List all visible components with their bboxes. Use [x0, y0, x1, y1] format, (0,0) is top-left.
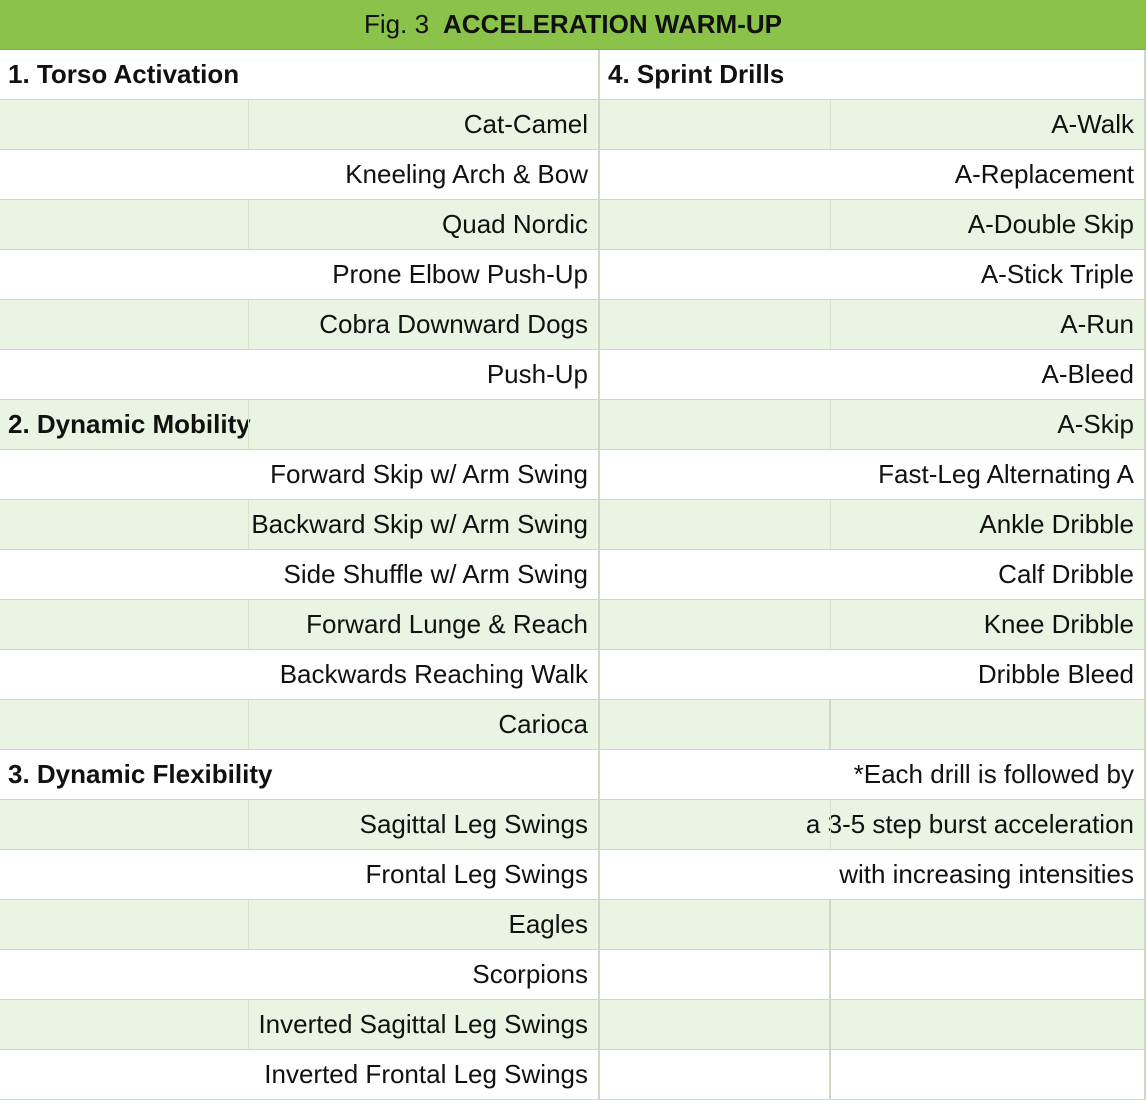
drill-cell: Calf Dribble — [600, 550, 1146, 599]
table-row — [0, 1000, 1146, 1050]
exercise-cell: Kneeling Arch & Bow — [0, 150, 600, 199]
drill-cell: with increasing intensities — [600, 850, 1146, 899]
section-header: 2. Dynamic Mobility — [0, 400, 600, 449]
table-row — [0, 700, 1146, 750]
table-row — [0, 400, 1146, 450]
table-row — [0, 100, 1146, 150]
table-row — [0, 250, 1146, 300]
exercise-cell: Forward Lunge & Reach — [0, 600, 600, 649]
table-row — [0, 200, 1146, 250]
table-row — [0, 150, 1146, 200]
drill-cell: Dribble Bleed — [600, 650, 1146, 699]
drill-cell: Knee Dribble — [600, 600, 1146, 649]
warmup-table — [0, 50, 1146, 1100]
empty-cell — [600, 900, 831, 949]
figure-title: ACCELERATION WARM-UP — [443, 9, 782, 39]
table-row — [0, 600, 1146, 650]
exercise-cell: Backward Skip w/ Arm Swing — [0, 500, 600, 549]
drill-cell: Ankle Dribble — [600, 500, 1146, 549]
exercise-cell: Side Shuffle w/ Arm Swing — [0, 550, 600, 599]
drill-cell: A-Stick Triple — [600, 250, 1146, 299]
figure-title-bar — [0, 0, 1146, 50]
empty-cell — [831, 1050, 1146, 1099]
drill-cell: *Each drill is followed by — [600, 750, 1146, 799]
table-row — [0, 1050, 1146, 1100]
table-row — [0, 900, 1146, 950]
table-row — [0, 950, 1146, 1000]
drill-cell: A-Run — [600, 300, 1146, 349]
empty-cell — [831, 1000, 1146, 1049]
table-row — [0, 750, 1146, 800]
table-row — [0, 550, 1146, 600]
exercise-cell: Eagles — [0, 900, 600, 949]
section-header: 1. Torso Activation — [0, 50, 600, 99]
table-row — [0, 650, 1146, 700]
table-row — [0, 300, 1146, 350]
exercise-cell: Push-Up — [0, 350, 600, 399]
drill-cell: A-Walk — [600, 100, 1146, 149]
exercise-cell: Scorpions — [0, 950, 600, 999]
exercise-cell: Inverted Frontal Leg Swings — [0, 1050, 600, 1099]
section-header: 4. Sprint Drills — [600, 50, 1146, 99]
table-row — [0, 850, 1146, 900]
drill-cell: A-Bleed — [600, 350, 1146, 399]
empty-cell — [600, 1000, 831, 1049]
drill-cell: A-Double Skip — [600, 200, 1146, 249]
empty-cell — [600, 1050, 831, 1099]
exercise-cell: Cat-Camel — [0, 100, 600, 149]
table-row — [0, 50, 1146, 100]
table-row — [0, 350, 1146, 400]
exercise-cell: Frontal Leg Swings — [0, 850, 600, 899]
section-header: 3. Dynamic Flexibility — [0, 750, 600, 799]
empty-cell — [831, 700, 1146, 749]
drill-cell: a 3-5 step burst acceleration — [600, 800, 1146, 849]
exercise-cell: Inverted Sagittal Leg Swings — [0, 1000, 600, 1049]
figure-number: Fig. 3 — [364, 9, 430, 39]
exercise-cell: Cobra Downward Dogs — [0, 300, 600, 349]
table-row — [0, 450, 1146, 500]
empty-cell — [831, 950, 1146, 999]
empty-cell — [831, 900, 1146, 949]
exercise-cell: Forward Skip w/ Arm Swing — [0, 450, 600, 499]
exercise-cell: Quad Nordic — [0, 200, 600, 249]
exercise-cell: Prone Elbow Push-Up — [0, 250, 600, 299]
table-row — [0, 800, 1146, 850]
drill-cell: A-Replacement — [600, 150, 1146, 199]
table-row — [0, 500, 1146, 550]
exercise-cell: Carioca — [0, 700, 600, 749]
exercise-cell: Backwards Reaching Walk — [0, 650, 600, 699]
empty-cell — [600, 950, 831, 999]
drill-cell: A-Skip — [600, 400, 1146, 449]
exercise-cell: Sagittal Leg Swings — [0, 800, 600, 849]
empty-cell — [600, 700, 831, 749]
drill-cell: Fast-Leg Alternating A — [600, 450, 1146, 499]
